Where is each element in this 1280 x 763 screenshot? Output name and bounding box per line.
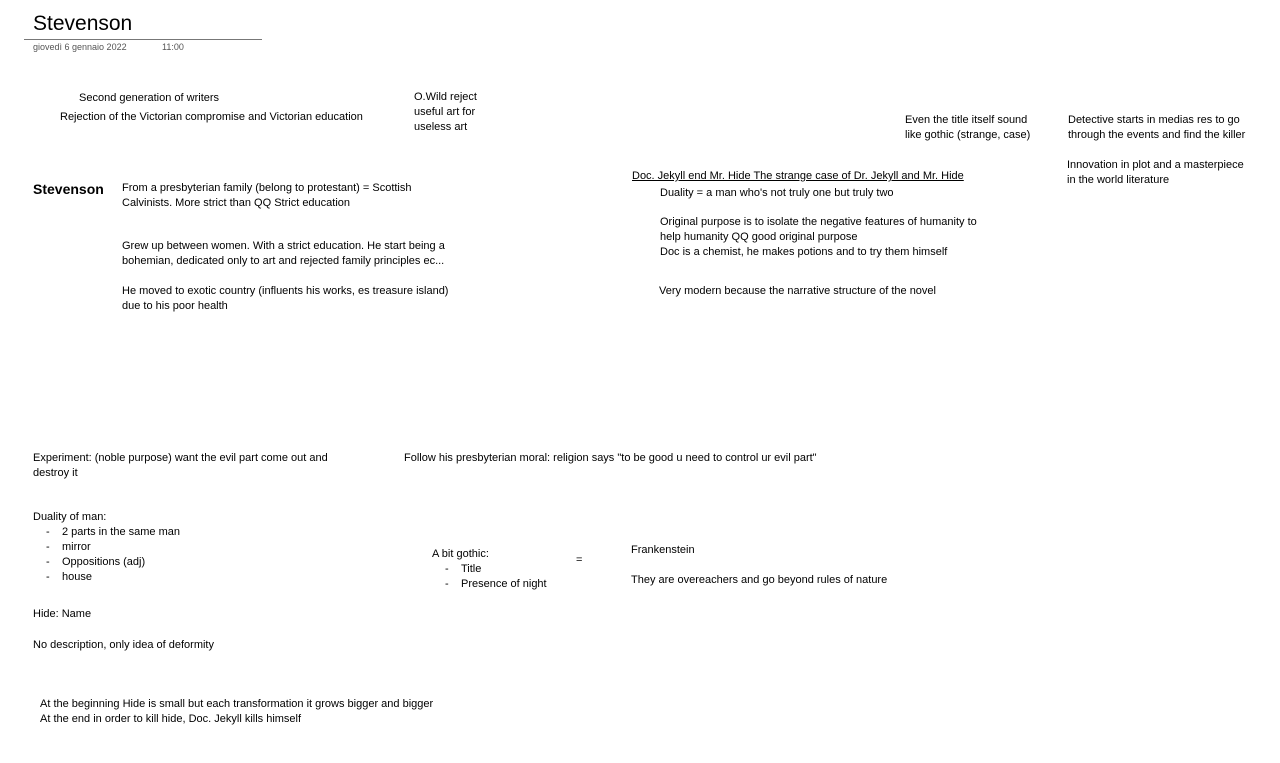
bio-p1-line-1: From a presbyterian family (belong to protestant) = Scottish	[122, 182, 412, 194]
wild-note-line-2: useful art for	[414, 106, 476, 118]
bio-p2-line-2: bohemian, dedicated only to art and rejected family principles ec...	[122, 255, 445, 267]
hide-description: No description, only idea of deformity	[33, 639, 214, 651]
bio-paragraph-1	[122, 181, 412, 211]
innovation-note	[1067, 158, 1244, 188]
frankenstein-text: They are overeachers and go beyond rules of nature	[631, 574, 888, 586]
novel-modern: Very modern because the narrative structure of the novel	[659, 285, 936, 297]
page-time: 11:00	[162, 42, 184, 52]
hide-name: Hide: Name	[33, 608, 92, 620]
experiment-line-2: destroy it	[33, 467, 78, 479]
page-title: Stevenson	[33, 12, 133, 35]
experiment-note	[33, 451, 328, 481]
gothic-title-note-line-2: like gothic (strange, case)	[905, 129, 1031, 141]
intro-line-1: Second generation of writers	[79, 92, 220, 104]
list-item: - mirror	[46, 541, 91, 553]
gothic-title-note-line-1: Even the title itself sound	[905, 114, 1028, 126]
bio-p2-line-1: Grew up between women. With a strict education. He start being a	[122, 240, 445, 252]
novel-purpose	[660, 215, 977, 260]
gothic-title-note	[905, 113, 1030, 143]
experiment-line-1: Experiment: (noble purpose) want the evil part come out and	[33, 452, 328, 464]
innovation-note-line-2: in the world literature	[1067, 174, 1170, 186]
wild-note	[414, 90, 477, 135]
innovation-note-line-1: Innovation in plot and a masterpiece	[1067, 159, 1244, 171]
novel-duality: Duality = a man who's not truly one but truly two	[660, 187, 894, 199]
frankenstein-title: Frankenstein	[631, 544, 695, 556]
page-date: giovedì 6 gennaio 2022	[33, 42, 127, 52]
gothic-list-heading: A bit gothic:	[432, 548, 489, 560]
detective-note	[1068, 113, 1245, 143]
bio-p3-line-1: He moved to exotic country (influents his works, es treasure island)	[122, 285, 449, 297]
ending-note	[40, 697, 433, 727]
novel-purpose-line-1: Original purpose is to isolate the negative features of humanity to	[660, 216, 977, 228]
gothic-list	[432, 547, 547, 592]
equals-sign: =	[576, 554, 583, 566]
ending-line-2: At the end in order to kill hide, Doc. Jekyll kills himself	[40, 713, 302, 725]
wild-note-line-3: useless art	[414, 121, 468, 133]
novel-purpose-line-2: help humanity QQ good original purpose	[660, 231, 858, 243]
bio-p3-line-2: due to his poor health	[122, 300, 228, 312]
gothic-items	[432, 562, 547, 592]
duality-list-heading: Duality of man:	[33, 511, 107, 523]
list-item: - Title	[445, 563, 482, 575]
bio-paragraph-3	[122, 284, 448, 314]
ending-line-1: At the beginning Hide is small but each transformation it grows bigger and bigger	[40, 698, 434, 710]
novel-heading: Doc. Jekyll end Mr. Hide The strange case of Dr. Jekyll and Mr. Hide	[632, 170, 964, 182]
list-item: - Presence of night	[445, 578, 547, 590]
bio-p1-line-2: Calvinists. More strict than QQ Strict education	[122, 197, 351, 209]
bio-heading: Stevenson	[33, 181, 104, 197]
detective-note-line-2: through the events and find the killer	[1068, 129, 1246, 141]
title-divider	[24, 39, 262, 40]
list-item: - house	[46, 571, 92, 583]
duality-list	[33, 510, 180, 585]
moral-note: Follow his presbyterian moral: religion says "to be good u need to control ur evil part"	[404, 452, 817, 464]
wild-note-line-1: O.Wild reject	[414, 91, 477, 103]
list-item: - Oppositions (adj)	[46, 556, 146, 568]
detective-note-line-1: Detective starts in medias res to go	[1068, 114, 1240, 126]
intro-line-2: Rejection of the Victorian compromise and Victorian education	[60, 111, 363, 123]
list-item: - 2 parts in the same man	[46, 526, 181, 538]
bio-paragraph-2	[122, 239, 445, 269]
duality-items	[33, 525, 180, 585]
novel-purpose-line-3: Doc is a chemist, he makes potions and to try them himself	[660, 246, 948, 258]
